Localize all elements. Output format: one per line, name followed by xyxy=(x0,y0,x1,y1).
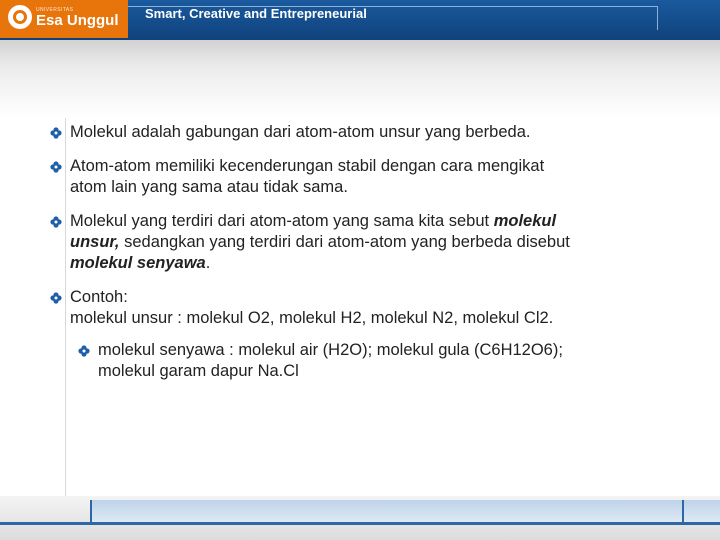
bullet-text: molekul garam dapur Na.Cl xyxy=(98,362,299,380)
bullet-text: Molekul yang terdiri dari atom-atom yang sama kita sebut xyxy=(70,212,494,230)
diamond-bullet-icon xyxy=(78,345,90,357)
bullet-text: Contoh: xyxy=(70,288,128,306)
logo-emblem-icon xyxy=(8,5,32,29)
footer-bar xyxy=(90,500,720,522)
bullet-item xyxy=(50,211,690,274)
footer-tick xyxy=(682,500,684,522)
footer-line xyxy=(0,522,720,525)
university-logo xyxy=(0,0,128,38)
term-molekul-senyawa: molekul senyawa xyxy=(70,254,206,272)
bullet-item xyxy=(50,122,690,143)
bullet-text: molekul unsur : molekul O2, molekul H2, molekul N2, molekul Cl2. xyxy=(70,309,554,327)
bullet-text: Molekul adalah gabungan dari atom-atom unsur yang berbeda. xyxy=(70,123,531,141)
header-bar xyxy=(0,0,720,40)
slide-content xyxy=(50,122,690,395)
bullet-line xyxy=(70,211,690,232)
bullet-text: molekul senyawa : molekul air (H2O); molekul gula (C6H12O6); xyxy=(98,341,563,359)
top-shadow xyxy=(0,40,720,118)
term-molekul: molekul xyxy=(493,212,557,230)
bullet-item xyxy=(50,156,690,198)
tagline: Smart, Creative and Entrepreneurial xyxy=(145,6,367,21)
bullet-line xyxy=(70,232,690,253)
bullet-text: sedangkan yang terdiri dari atom-atom yang berbeda disebut xyxy=(119,233,570,251)
diamond-bullet-icon xyxy=(50,216,62,228)
bullet-line xyxy=(70,253,690,274)
diamond-bullet-icon xyxy=(50,161,62,173)
bullet-text: . xyxy=(205,254,211,272)
term-unsur: unsur, xyxy=(70,233,120,251)
bullet-text: Atom-atom memiliki kecenderungan stabil dengan cara mengikat xyxy=(70,157,545,175)
bullet-text: atom lain yang sama atau tidak sama. xyxy=(70,178,348,196)
diamond-bullet-icon xyxy=(50,127,62,139)
logo-text: Esa Unggul xyxy=(36,12,119,29)
logo-small-text: UNIVERSITAS xyxy=(36,7,74,13)
sub-bullet-item xyxy=(78,340,690,382)
bullet-item xyxy=(50,287,690,329)
diamond-bullet-icon xyxy=(50,292,62,304)
